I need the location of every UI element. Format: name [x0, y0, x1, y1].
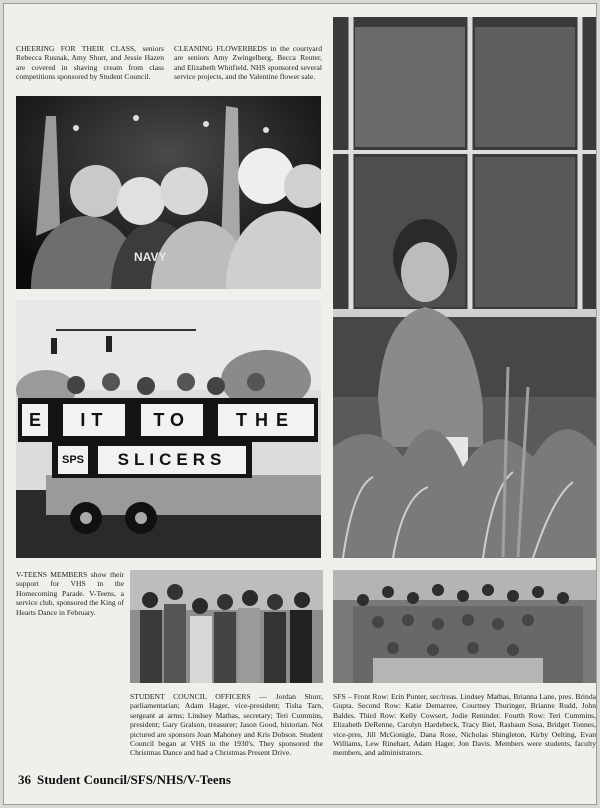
- banner-row-2: [58, 446, 246, 474]
- photo-cleaning-flowerbeds: [333, 17, 596, 558]
- banner-row-1: [22, 404, 314, 436]
- banner-letter: IT: [63, 404, 125, 436]
- caption-vteens: V-TEENS MEMBERS show their support for VHS in the Homecoming Parade. V-Teens, a service club, sponsored the King of Hearts Dance in February.: [16, 570, 124, 617]
- photo-student-council: [130, 570, 323, 683]
- photo-vteens-float: [16, 300, 321, 558]
- svg-text:NAVY: NAVY: [134, 250, 167, 264]
- caption-student-council: STUDENT COUNCIL OFFICERS — Jordan Shurr, parliamentarian; Adam Hager, vice-president; Tisha Tarn, sergeant at arms; Lindsey Mathas, secretary; Teri Cummins, president; Gary Gralson, treasurer; Jason Good, historian. Not pictured are sponsors Joan Mahoney and Kris Dobson. Student Council began at VHS in the 1930's. They sponsored the Christmas Dance and had a Christmas Present Drive.: [130, 692, 323, 758]
- caption-flowerbeds: CLEANING FLOWERBEDS in the courtyard are seniors Amy Zwingelberg, Becca Reuter, and Elizabeth Whitfield. NHS sponsored several service projects, and the Valentine flower sale.: [174, 44, 322, 82]
- photo-sfs-group: [333, 570, 596, 683]
- section-title: Student Council/SFS/NHS/V-Teens: [37, 772, 231, 787]
- banner-letter: SLICERS: [98, 446, 246, 474]
- yearbook-page: [3, 3, 597, 805]
- photo-cheering-students: [16, 96, 321, 289]
- banner-letter: TO: [141, 404, 203, 436]
- banner-letter: THE: [218, 404, 314, 436]
- caption-sfs: SFS – Front Row: Erin Punter, sec/treas. Lindsey Mathas, Brianna Lane, pres. Brinda Gupta. Second Row: Katie Demarree, Courtney Thuringer, Brianne Rudd, John Baldes. Third Row: Kelly Cowsert, Jodie Reninder. Fourth Row: Teri Cummins, Elizabeth DeRenne, Carolyn Hardebeck, Tracy Biel, Rashaun Sosa, Bridget Tonnes, vice-pres, Jill McGonigle, Dana Rose, Nicholas Shingleton, Kirby Oelting, Evan Williams, Lew Rinehart, Adam Hager, Jon Davis. Members were students, faculty members, and administrators.: [333, 692, 596, 758]
- caption-cheering: CHEERING FOR THEIR CLASS, seniors Rebecca Rusnak, Amy Shurr, and Jessie Hazen are covered in shaving cream from class competitions sponsored by Student Council.: [16, 44, 164, 82]
- page-footer: [18, 772, 237, 788]
- banner-letter: SPS: [58, 446, 88, 474]
- page-number: 36: [18, 772, 31, 787]
- banner-letter: E: [22, 404, 48, 436]
